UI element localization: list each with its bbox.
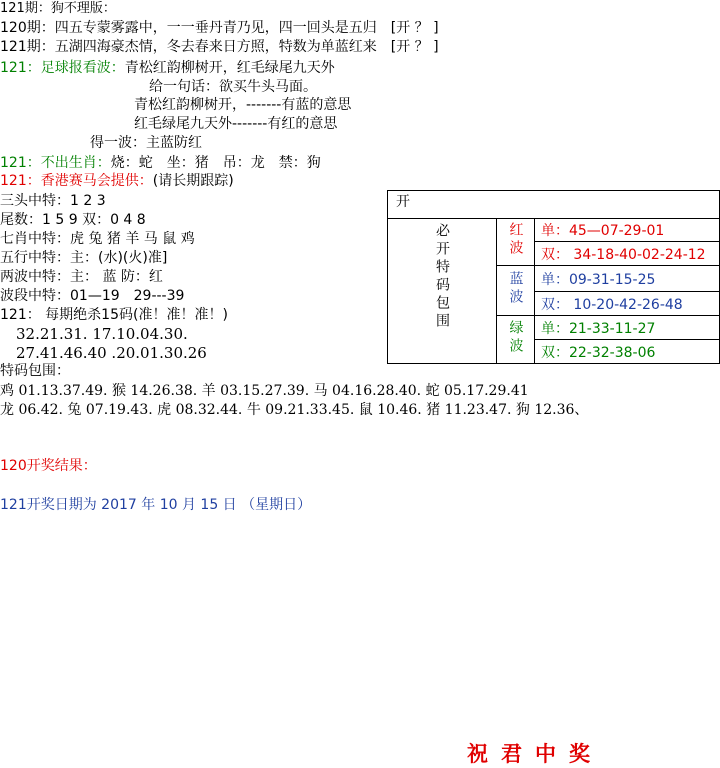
draw-date: 121开奖日期为 2017 年 10 月 15 日 （星期日）: [0, 497, 312, 513]
zodiac-title: 不出生肖：: [40, 155, 111, 171]
head-numbers: 三头中特：1 2 3: [0, 193, 106, 209]
kill-numbers-1: 32.21.31. 17.10.04.30.: [16, 325, 188, 343]
box-side-label: 必开特码包围: [434, 223, 450, 331]
blue-wave-label: 蓝波: [507, 270, 524, 307]
riddle-120-text: 120期：四五专蒙雾露中，一一垂丹青乃见，四一回头是五归: [0, 20, 377, 36]
issue-header: 121期：狗不理版：: [0, 1, 116, 16]
riddle-121-open: [开 ？ ]: [390, 39, 439, 55]
kill-title: 121： 每期绝杀15码(准！准！准！): [0, 307, 228, 323]
wave-result: 得一波：主蓝防红: [90, 135, 202, 151]
riddle-121-text: 121期：五湖四海豪杰情，冬去春来日方照，特数为单蓝红来: [0, 39, 377, 55]
zodiac-prefix: 121：: [0, 155, 41, 171]
zodiac-text: 烧：蛇 坐：猪 吊：龙 禁：狗: [110, 155, 321, 171]
good-luck-banner: 祝君中奖: [467, 741, 603, 766]
seven-zodiac: 七肖中特：虎 兔 猪 羊 马 鼠 鸡: [0, 231, 195, 247]
red-single: 单：45—07-29-01: [534, 219, 719, 242]
riddle-120-open: [开 ？ ]: [390, 20, 439, 36]
box-head: 开: [388, 191, 720, 219]
soccer-prefix: 121：: [0, 60, 41, 76]
five-elements: 五行中特：主：(水)(火)准]: [0, 250, 168, 266]
riddle-121: [0, 38, 439, 56]
green-wave-cell: [497, 316, 535, 364]
wave-range: 波段中特：01—19 29---39: [0, 288, 185, 304]
green-double: 双：22-32-38-06: [534, 340, 719, 364]
soccer-text: 青松红韵柳树开，红毛绿尾九天外: [124, 60, 335, 76]
hint-red: 红毛绿尾九天外-------有红的意思: [134, 116, 338, 132]
green-wave-label: 绿波: [507, 319, 524, 356]
blue-double: 双： 10-20-42-26-48: [534, 292, 719, 316]
red-double: 双： 34-18-40-02-24-12: [534, 242, 719, 266]
hk-text: (请长期跟踪): [152, 173, 234, 189]
tail-numbers: 尾数：1 5 9 双：0 4 8: [0, 212, 146, 228]
hk-title: 香港赛马会提供：: [40, 173, 153, 189]
give-phrase: 给一句话：欲买牛头马面。: [149, 79, 317, 95]
green-single: 单：21-33-11-27: [534, 316, 719, 340]
special-row-1: 鸡 01.13.37.49. 猴 14.26.38. 羊 03.15.27.39. 马 04.16.28.40. 蛇 05.17.29.41: [0, 383, 529, 399]
hint-blue: 青松红韵柳树开，-------有蓝的意思: [134, 97, 352, 113]
blue-single: 单：09-31-15-25: [534, 266, 719, 292]
soccer-line: [0, 59, 335, 77]
box-side: [388, 219, 497, 364]
special-box: [387, 190, 720, 364]
result-120: 120开奖结果：: [0, 458, 97, 474]
soccer-title: 足球报看波：: [40, 60, 125, 76]
blue-wave-cell: [497, 266, 535, 316]
zodiac-line: [0, 154, 321, 172]
riddle-120: [0, 19, 439, 37]
kill-numbers-2: 27.41.46.40 .20.01.30.26: [16, 344, 207, 362]
hk-line: [0, 172, 234, 190]
red-wave-label: 红波: [507, 222, 524, 258]
two-waves: 两波中特：主： 蓝 防：红: [0, 269, 163, 285]
special-title: 特码包围：: [0, 363, 70, 379]
red-wave-cell: [497, 219, 535, 266]
special-row-2: 龙 06.42. 兔 07.19.43. 虎 08.32.44. 牛 09.21.33.45. 鼠 10.46. 猪 11.23.47. 狗 12.36、: [0, 402, 589, 418]
hk-prefix: 121：: [0, 173, 41, 189]
